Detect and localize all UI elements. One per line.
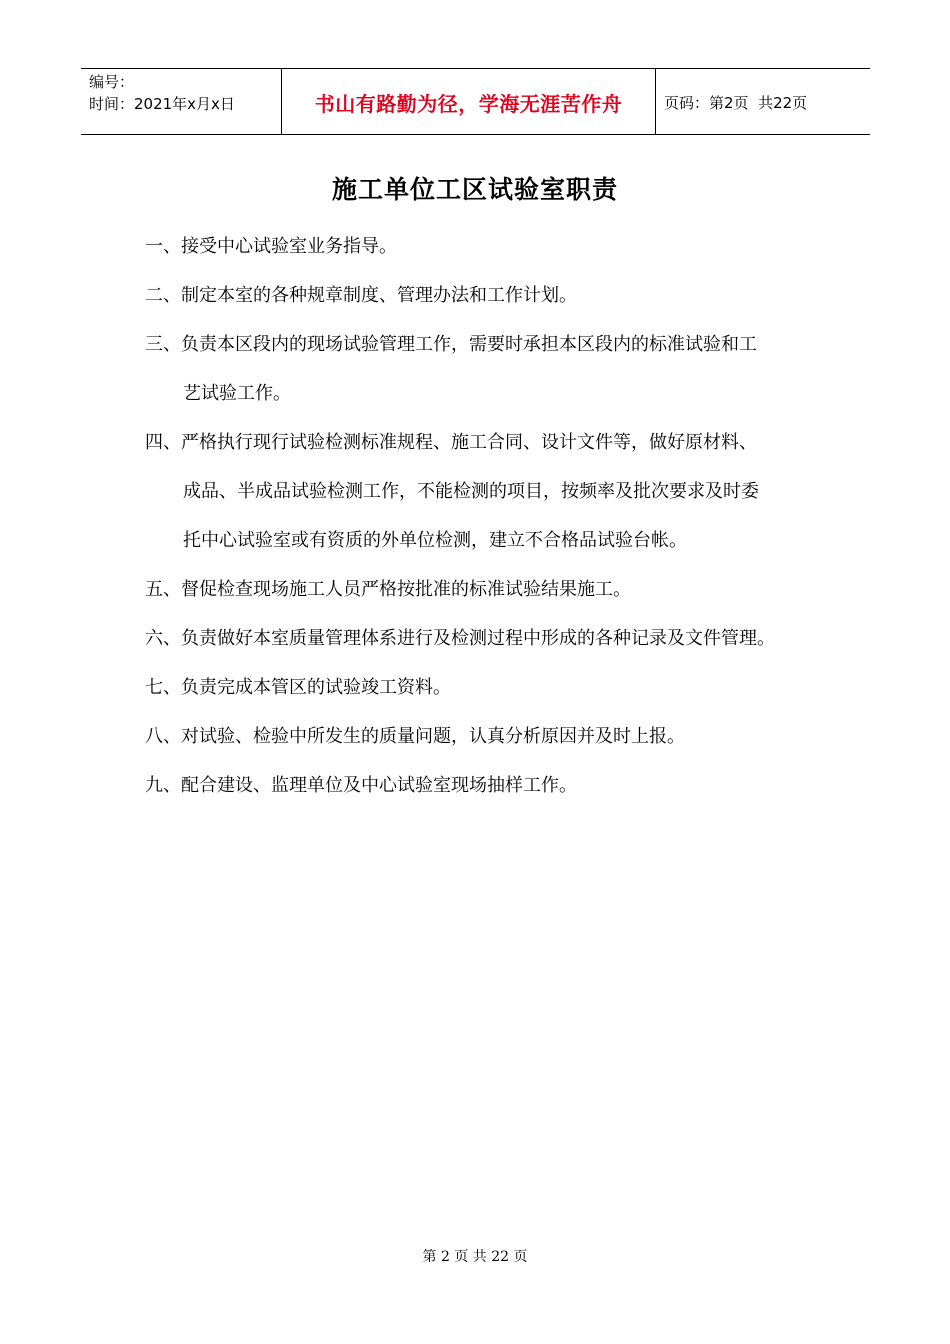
page-footer: 第 2 页 共 22 页: [422, 1249, 528, 1265]
list-item-continuation: 托中心试验室或有资质的外单位检测，建立不合格品试验台帐。: [183, 530, 687, 551]
list-item: [145, 279, 815, 328]
list-item: [145, 720, 815, 769]
page-title: 施工单位工区试验室职责: [331, 175, 618, 204]
list-item: [145, 769, 815, 818]
list-item-text: 一、接受中心试验室业务指导。: [145, 236, 397, 257]
list-item: [145, 622, 815, 671]
list-item: [145, 426, 815, 573]
list-item-continuation: 成品、半成品试验检测工作，不能检测的项目，按频率及批次要求及时委: [183, 481, 759, 502]
list-item-text: 三、负责本区段内的现场试验管理工作，需要时承担本区段内的标准试验和工: [145, 334, 757, 355]
list-item: [145, 230, 815, 279]
document-header: [81, 68, 870, 135]
list-item: [145, 573, 815, 622]
document-time-label: 时间：2021年x月x日: [89, 95, 235, 113]
list-item-continuation: 艺试验工作。: [183, 383, 291, 404]
list-item: [145, 671, 815, 720]
header-meta: [89, 71, 235, 115]
list-item-text: 五、督促检查现场施工人员严格按批准的标准试验结果施工。: [145, 579, 631, 600]
list-item-text: 二、制定本室的各种规章制度、管理办法和工作计划。: [145, 285, 577, 306]
list-item-text: 七、负责完成本管区的试验竣工资料。: [145, 677, 451, 698]
header-page-info: 页码：第2页 共22页: [664, 93, 808, 112]
list-item-text: 九、配合建设、监理单位及中心试验室现场抽样工作。: [145, 775, 577, 796]
list-item-text: 八、对试验、检验中所发生的质量问题，认真分析原因并及时上报。: [145, 726, 685, 747]
list-item-text: 六、负责做好本室质量管理体系进行及检测过程中形成的各种记录及文件管理。: [145, 628, 775, 649]
document-number-label: 编号：: [89, 73, 135, 91]
list-item: [145, 328, 815, 426]
duty-list: [145, 230, 815, 818]
header-divider: [655, 69, 656, 135]
header-motto: 书山有路勤为径，学海无涯苦作舟: [314, 91, 623, 116]
list-item-text: 四、严格执行现行试验检测标准规程、施工合同、设计文件等，做好原材料、: [145, 432, 757, 453]
